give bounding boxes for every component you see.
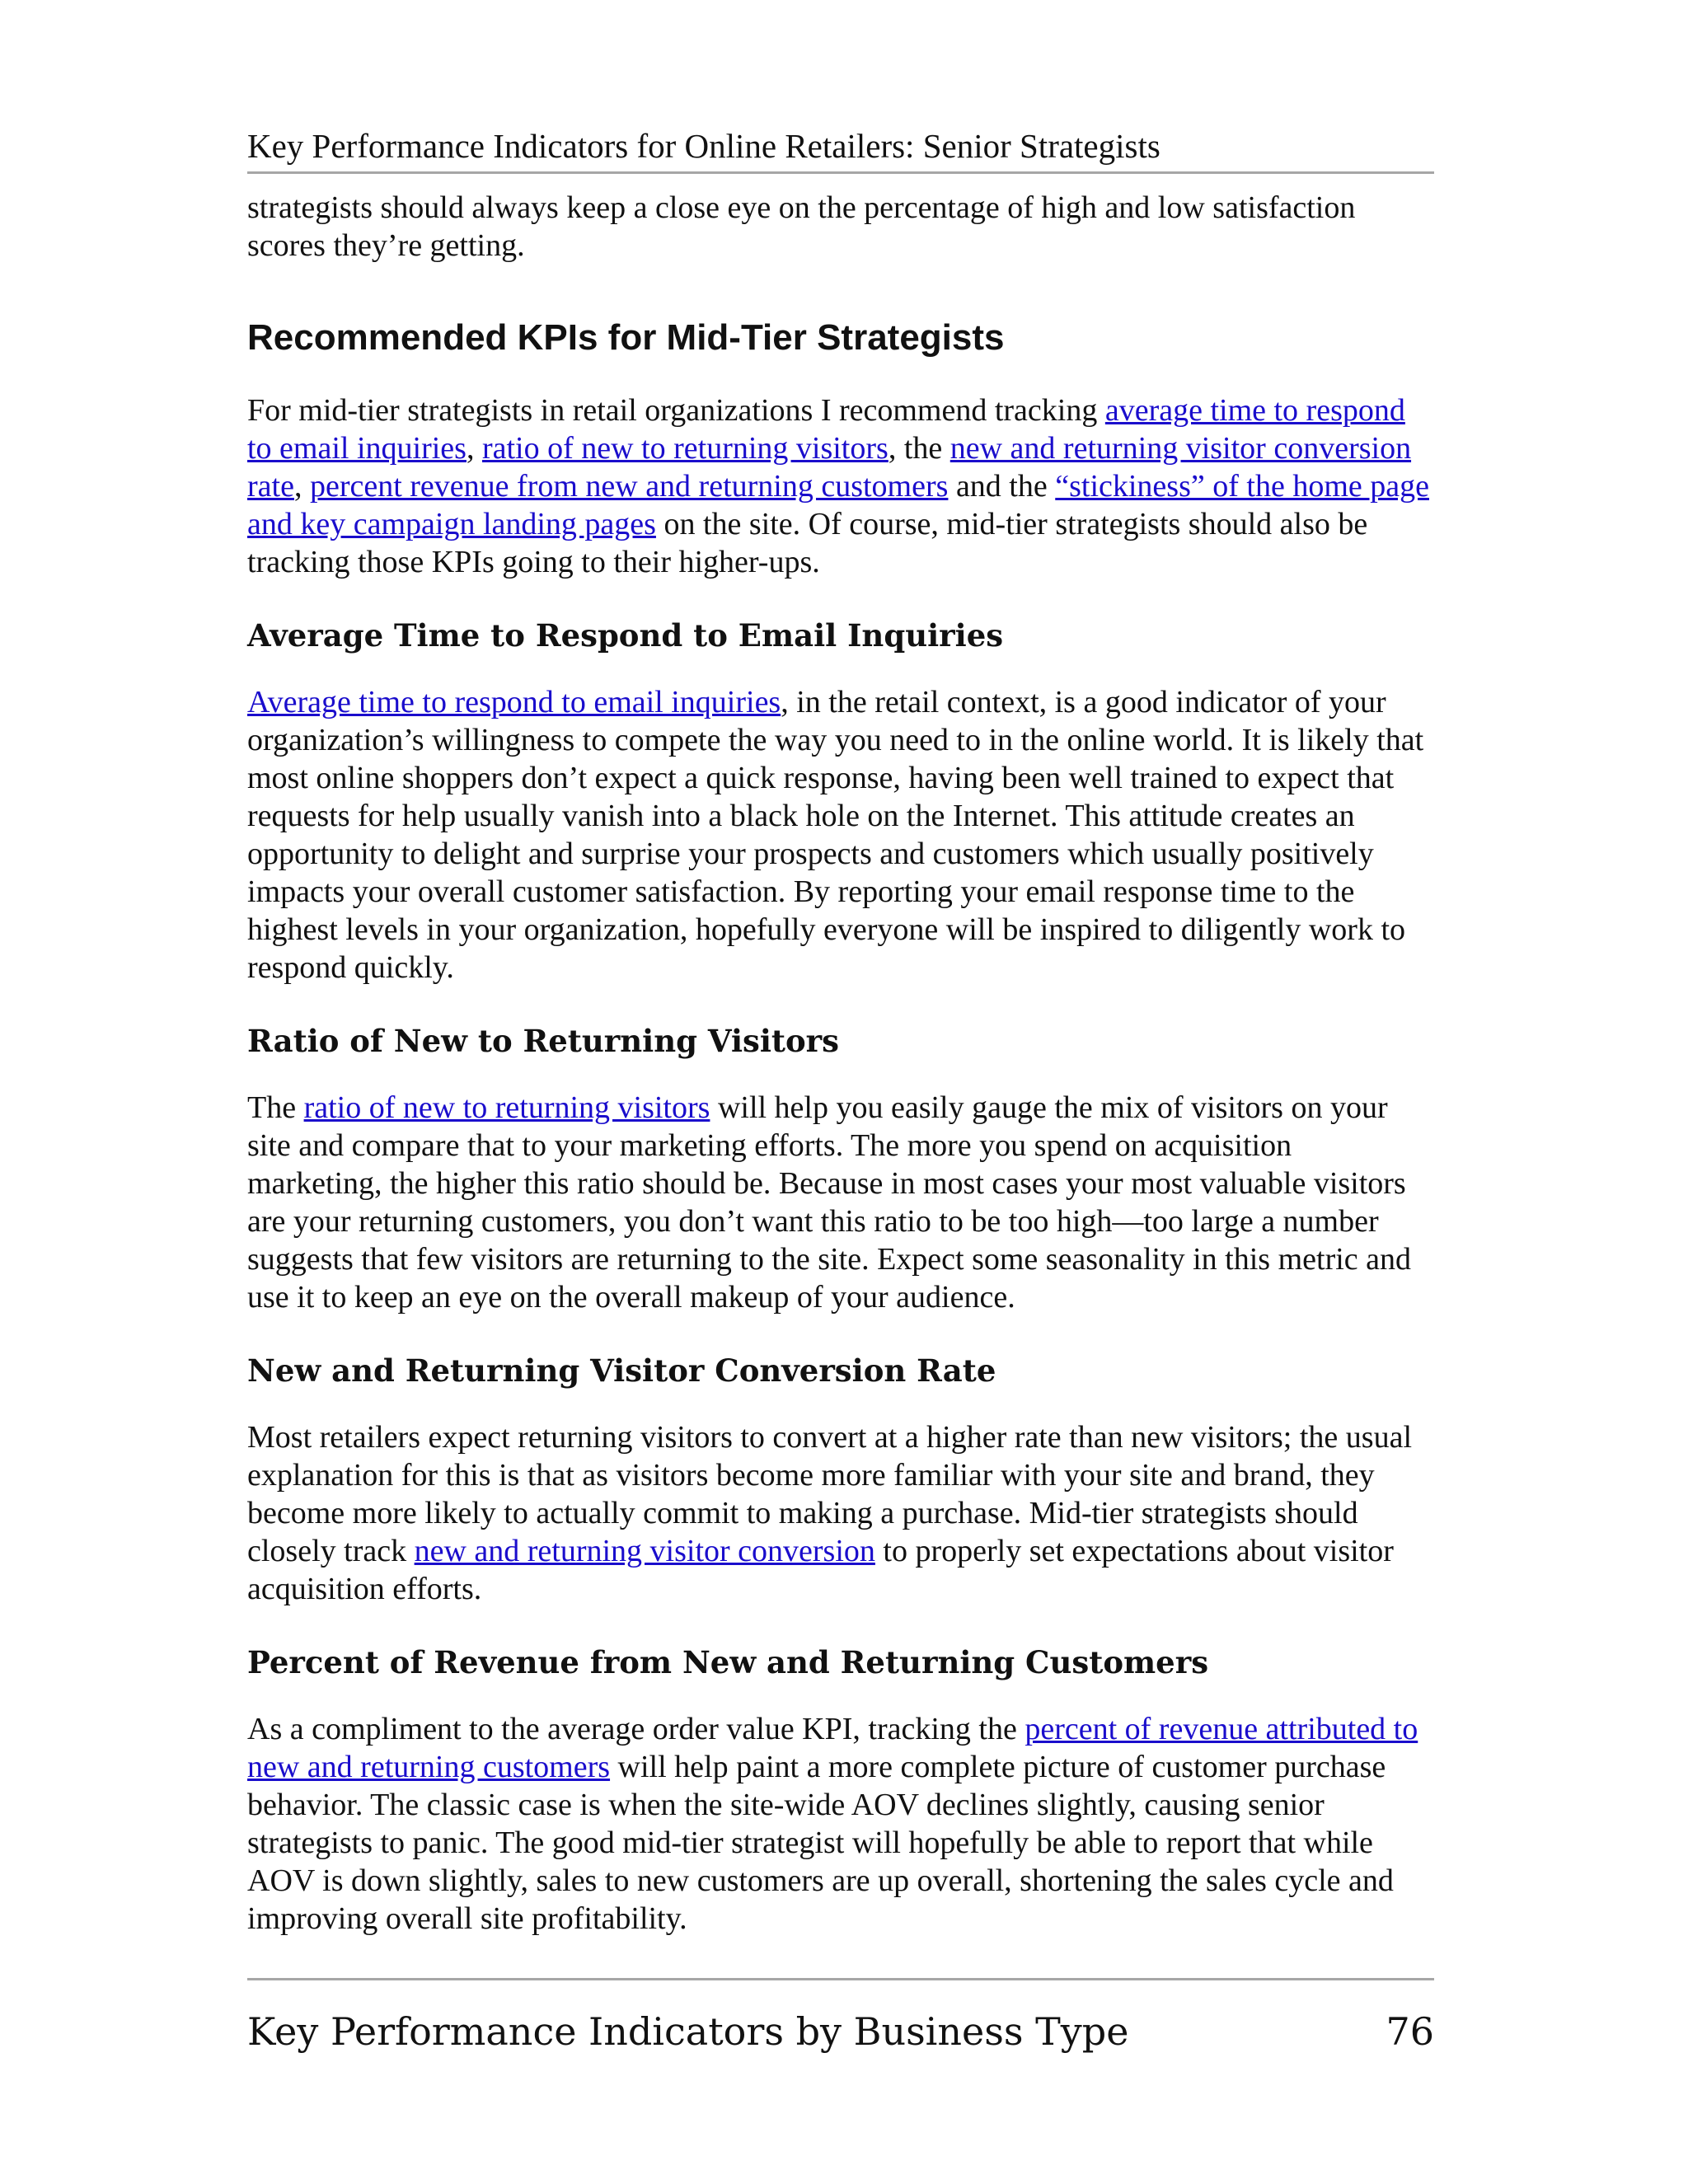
link-ratio[interactable]: ratio of new to returning visitors xyxy=(303,1090,710,1125)
section-text-start: For mid-tier strategists in retail organizations I recommend tracking xyxy=(247,393,1105,428)
revenue-paragraph xyxy=(247,1710,1434,1938)
section-paragraph xyxy=(247,391,1434,581)
revenue-heading: Percent of Revenue from New and Returning Customers xyxy=(247,1644,1209,1680)
link-ratio-visitors[interactable]: ratio of new to returning visitors xyxy=(481,431,889,466)
section-text-end: on the site. Of course, mid-tier strategists should also be tracking those KPIs going to their higher-ups. xyxy=(247,507,1368,579)
email-paragraph xyxy=(247,683,1434,987)
link-conversion-rate[interactable]: new and returning visitor conversion rate xyxy=(247,431,1412,504)
revenue-text-pre: As a compliment to the average order value KPI, tracking the xyxy=(247,1712,1025,1746)
revenue-text: will help paint a more complete picture of customer purchase behavior. The classic case is when the site-wide AOV declines slightly, causing senior strategists to panic. The good mid-tier strategist will hopefully be able to report that while AOV is down slightly, sales to new customers are up overall, shortening the sales cycle and improving overall site profitability. xyxy=(247,1750,1394,1936)
email-text: , in the retail context, is a good indicator of your organization’s willingness to compete the way you need to in the online world. It is likely that most online shoppers don’t expect a quick response, having been well trained to expect that requests for help usually vanish into a black hole on the Internet. This attitude creates an opportunity to delight and surprise your prospects and customers which usually positively impacts your overall customer satisfaction. By reporting your email response time to the highest levels in your organization, hopefully everyone will be inspired to diligently work to respond quickly. xyxy=(247,685,1424,985)
email-heading: Average Time to Respond to Email Inquiries xyxy=(247,617,1004,654)
link-email-response[interactable]: Average time to respond to email inquiries xyxy=(247,685,781,719)
link-conversion[interactable]: new and returning visitor conversion xyxy=(414,1534,875,1568)
ratio-text-pre: The xyxy=(247,1090,304,1125)
link-percent-revenue[interactable]: percent revenue from new and returning customers xyxy=(309,469,949,504)
page-footer xyxy=(247,1978,1434,2056)
ratio-text: will help you easily gauge the mix of visitors on your site and compare that to your marketing efforts. The more you spend on acquisition marketing, the higher this ratio should be. Because in most cases your most valuable visitors are your returning customers, you don’t want this ratio to be too high—too large a number suggests that few visitors are returning to the site. Expect some seasonality in this metric and use it to keep an eye on the overall makeup of your audience. xyxy=(247,1090,1412,1315)
section-text-and-the: and the xyxy=(948,469,1056,504)
running-header: Key Performance Indicators for Online Retailers: Senior Strategists xyxy=(247,124,1434,174)
link-revenue[interactable]: percent of revenue attributed to new and returning customers xyxy=(247,1712,1418,1784)
link-average-time[interactable]: average time to respond to email inquiries xyxy=(247,393,1405,466)
page-number: 76 xyxy=(1386,2009,1434,2054)
intro-paragraph: strategists should always keep a close eye on the percentage of high and low satisfaction scores they’re getting. xyxy=(247,190,1356,263)
ratio-heading: Ratio of New to Returning Visitors xyxy=(247,1023,839,1059)
conversion-text: to properly set expectations about visitor acquisition efforts. xyxy=(247,1534,1394,1606)
conversion-heading: New and Returning Visitor Conversion Rate xyxy=(247,1352,996,1389)
ratio-paragraph xyxy=(247,1089,1434,1316)
section-heading: Recommended KPIs for Mid-Tier Strategists xyxy=(247,317,1005,358)
document-page xyxy=(247,124,1434,1938)
section-text-comma: , xyxy=(466,431,482,466)
section-text-the: , the xyxy=(888,431,950,466)
conversion-paragraph xyxy=(247,1418,1434,1608)
conversion-text-pre: Most retailers expect returning visitors to convert at a higher rate than new visitors; the usual explanation for this is that as visitors become more familiar with your site and brand, they become more likely to actually commit to making a purchase. Mid-tier strategists should closely track xyxy=(247,1420,1412,1568)
section-text-comma-2: , xyxy=(293,469,310,504)
link-stickiness[interactable]: “stickiness” of the home page and key campaign landing pages xyxy=(247,469,1429,541)
footer-book-title: Key Performance Indicators by Business Type xyxy=(247,2009,1129,2054)
